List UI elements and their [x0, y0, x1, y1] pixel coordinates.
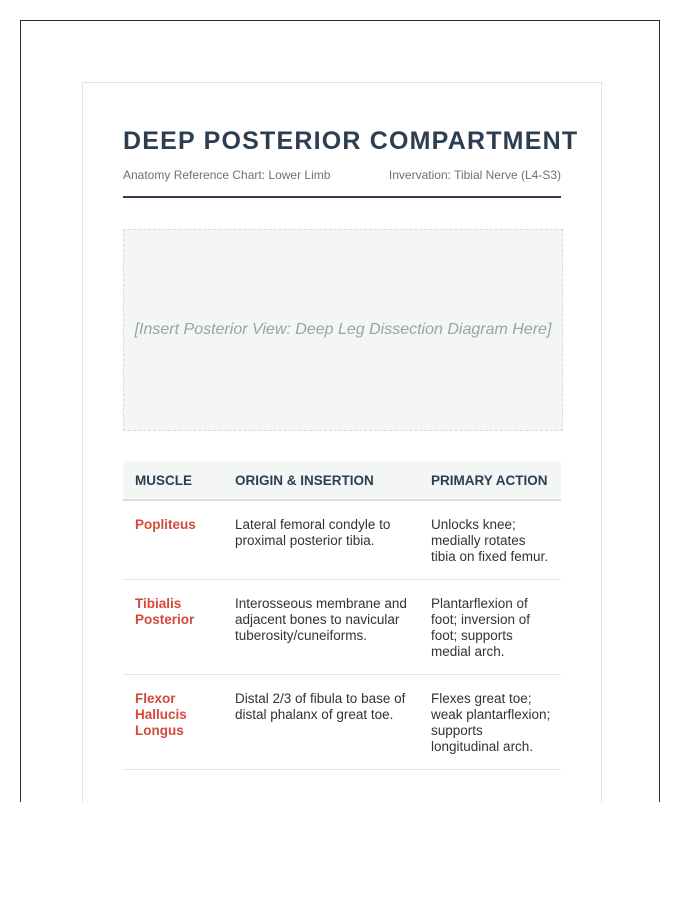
- primary-action-cell: Flexes great toe; weak plantarflexion; supports longitudinal arch.: [419, 675, 561, 770]
- muscle-name: Tibialis Posterior: [123, 580, 223, 675]
- origin-insertion-cell: Interosseous membrane and adjacent bones to navicular tuberosity/cuneiforms.: [223, 580, 419, 675]
- subtitle-row: [123, 168, 561, 182]
- muscle-name: Popliteus: [123, 500, 223, 580]
- diagram-placeholder: [123, 229, 563, 431]
- primary-action-cell: Unlocks knee; medially rotates tibia on fixed femur.: [419, 500, 561, 580]
- muscle-name: Flexor Hallucis Longus: [123, 675, 223, 770]
- column-header-origin-insertion: ORIGIN & INSERTION: [223, 461, 419, 500]
- table-row: [123, 500, 561, 580]
- table-row: [123, 675, 561, 770]
- diagram-placeholder-text: [Insert Posterior View: Deep Leg Dissection Diagram Here]: [134, 321, 552, 338]
- table-row: [123, 580, 561, 675]
- page-title: DEEP POSTERIOR COMPARTMENT: [123, 127, 579, 155]
- reference-sheet: [82, 82, 602, 802]
- origin-insertion-cell: Lateral femoral condyle to proximal posterior tibia.: [223, 500, 419, 580]
- title-divider: [123, 196, 561, 198]
- origin-insertion-cell: Distal 2/3 of fibula to base of distal phalanx of great toe.: [223, 675, 419, 770]
- table-header-row: [123, 461, 561, 500]
- column-header-muscle: MUSCLE: [123, 461, 223, 500]
- document-frame: [20, 20, 660, 802]
- chart-category-label: Anatomy Reference Chart: Lower Limb: [123, 168, 331, 182]
- innervation-label: Invervation: Tibial Nerve (L4-S3): [388, 168, 561, 182]
- column-header-primary-action: PRIMARY ACTION: [419, 461, 561, 500]
- muscle-table: [123, 461, 561, 770]
- primary-action-cell: Plantarflexion of foot; inversion of foot; supports medial arch.: [419, 580, 561, 675]
